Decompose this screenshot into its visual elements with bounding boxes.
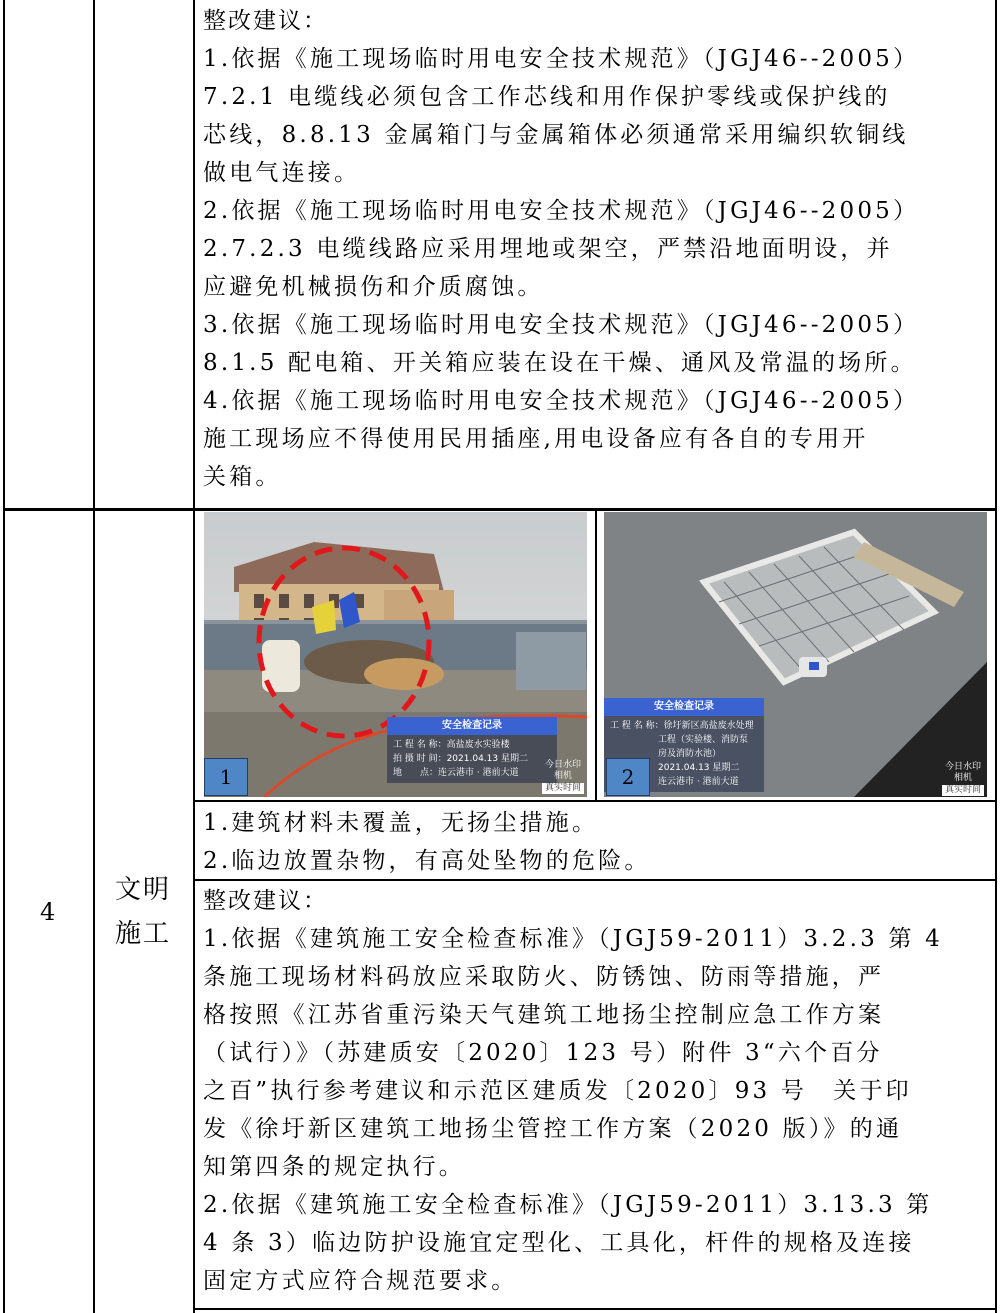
- table-border-col2: [193, 0, 195, 1313]
- table-border-right: [995, 0, 997, 1313]
- photo2-record-title: 安全检查记录: [604, 698, 764, 716]
- photo1-record-panel: [387, 717, 557, 783]
- photo2-record-line: 房及消防水池）: [658, 749, 722, 759]
- inspection-photo-1: [204, 512, 587, 797]
- top-rectification-heading: 整改建议：: [203, 8, 328, 34]
- photo2-record-line: 2021.04.13 星期二: [658, 763, 740, 773]
- row4-line: 之百”执行参考建议和示范区建质发〔2020〕93 号 关于印: [203, 1078, 912, 1104]
- table-border-left: [3, 0, 5, 1313]
- photo1-watermark: [542, 760, 584, 794]
- photo2-record-line: 工程（实验楼、消防泵: [658, 735, 749, 745]
- top-line: 7.2.1 电缆线必须包含工作芯线和用作保护零线或保护线的: [203, 84, 891, 110]
- photo1-record-line: 地 点：连云港市 · 港前大道: [393, 768, 519, 778]
- row4-line: 2.依据《建筑施工安全检查标准》（JGJ59-2011）3.13.3 第: [203, 1192, 933, 1218]
- photo1-watermark-text: 今日水印 相机: [544, 760, 581, 781]
- category-line: 施工: [114, 919, 171, 949]
- top-line: 4.依据《施工现场临时用电安全技术规范》（JGJ46--2005）: [203, 388, 920, 414]
- row4-line: 条施工现场材料码放应采取防火、防锈蚀、防雨等措施，严: [203, 964, 885, 990]
- top-line: 3.依据《施工现场临时用电安全技术规范》（JGJ46--2005）: [203, 312, 920, 338]
- problem-list: [203, 804, 993, 880]
- photo2-badge: 2: [606, 758, 650, 796]
- category-line: 文明: [114, 875, 171, 905]
- top-line: 8.1.5 配电箱、开关箱应装在设在干燥、通风及常温的场所。: [203, 350, 917, 376]
- photo-cell-divider: [595, 511, 597, 800]
- photo1-watermark-tag: 真实时间: [542, 783, 584, 794]
- photo-divider: [193, 800, 997, 802]
- row4-rectification-block: [203, 882, 993, 1300]
- row4-line: （试行）》（苏建质安〔2020〕123 号）附件 3“六个百分: [203, 1040, 883, 1066]
- top-line: 2.依据《施工现场临时用电安全技术规范》（JGJ46--2005）: [203, 198, 920, 224]
- top-line: 1.依据《施工现场临时用电安全技术规范》（JGJ46--2005）: [203, 46, 920, 72]
- row-category: [95, 868, 191, 956]
- photo2-watermark-tag: 真实时间: [942, 785, 984, 796]
- photo1-record-title: 安全检查记录: [387, 717, 557, 735]
- top-line: 施工现场应不得使用民用插座,用电设备应有各自的专用开: [203, 426, 869, 452]
- problem-item: 2.临边放置杂物，有高处坠物的危险。: [203, 848, 651, 874]
- row4-line: 格按照《江苏省重污染天气建筑工地扬尘控制应急工作方案: [203, 1002, 885, 1028]
- row4-line: 知第四条的规定执行。: [203, 1154, 465, 1180]
- row4-rectification-heading: 整改建议：: [203, 888, 328, 914]
- row-divider: [3, 508, 997, 511]
- photo1-record-line: 工 程 名 称：高盐废水实验楼: [393, 740, 510, 750]
- row-number: 4: [40, 898, 56, 926]
- top-line: 2.7.2.3 电缆线路应采用埋地或架空，严禁沿地面明设，并: [203, 236, 893, 262]
- inspection-photo-2: [604, 512, 987, 797]
- row4-line: 固定方式应符合规范要求。: [203, 1268, 518, 1294]
- row4-line: 4 条 3）临边防护设施宜定型化、工具化，杆件的规格及连接: [203, 1230, 915, 1256]
- top-line: 应避免机械损伤和介质腐蚀。: [203, 274, 544, 300]
- photo2-watermark: [942, 762, 984, 796]
- photo1-badge: 1: [204, 758, 248, 796]
- top-line: 做电气连接。: [203, 160, 361, 186]
- row4-line: 1.依据《建筑施工安全检查标准》（JGJ59-2011）3.2.3 第 4: [203, 926, 944, 952]
- photo2-watermark-text: 今日水印 相机: [944, 762, 981, 783]
- top-rectification-block: [203, 2, 993, 496]
- table-border-bottom: [193, 1308, 997, 1310]
- photo2-record-line: 连云港市 · 港前大道: [658, 777, 739, 787]
- row4-line: 发《徐圩新区建筑工地扬尘管控工作方案（2020 版）》的通: [203, 1116, 903, 1142]
- top-line: 关箱。: [203, 464, 282, 490]
- table-border-col1: [93, 0, 95, 1313]
- top-line: 芯线，8.8.13 金属箱门与金属箱体必须通常采用编织软铜线: [203, 122, 909, 148]
- photo2-record-line: 工 程 名 称：徐圩新区高盐废水处理: [610, 721, 754, 731]
- problem-item: 1.建筑材料未覆盖，无扬尘措施。: [203, 810, 599, 836]
- photo1-record-line: 拍 摄 时 间：2021.04.13 星期二: [393, 754, 528, 764]
